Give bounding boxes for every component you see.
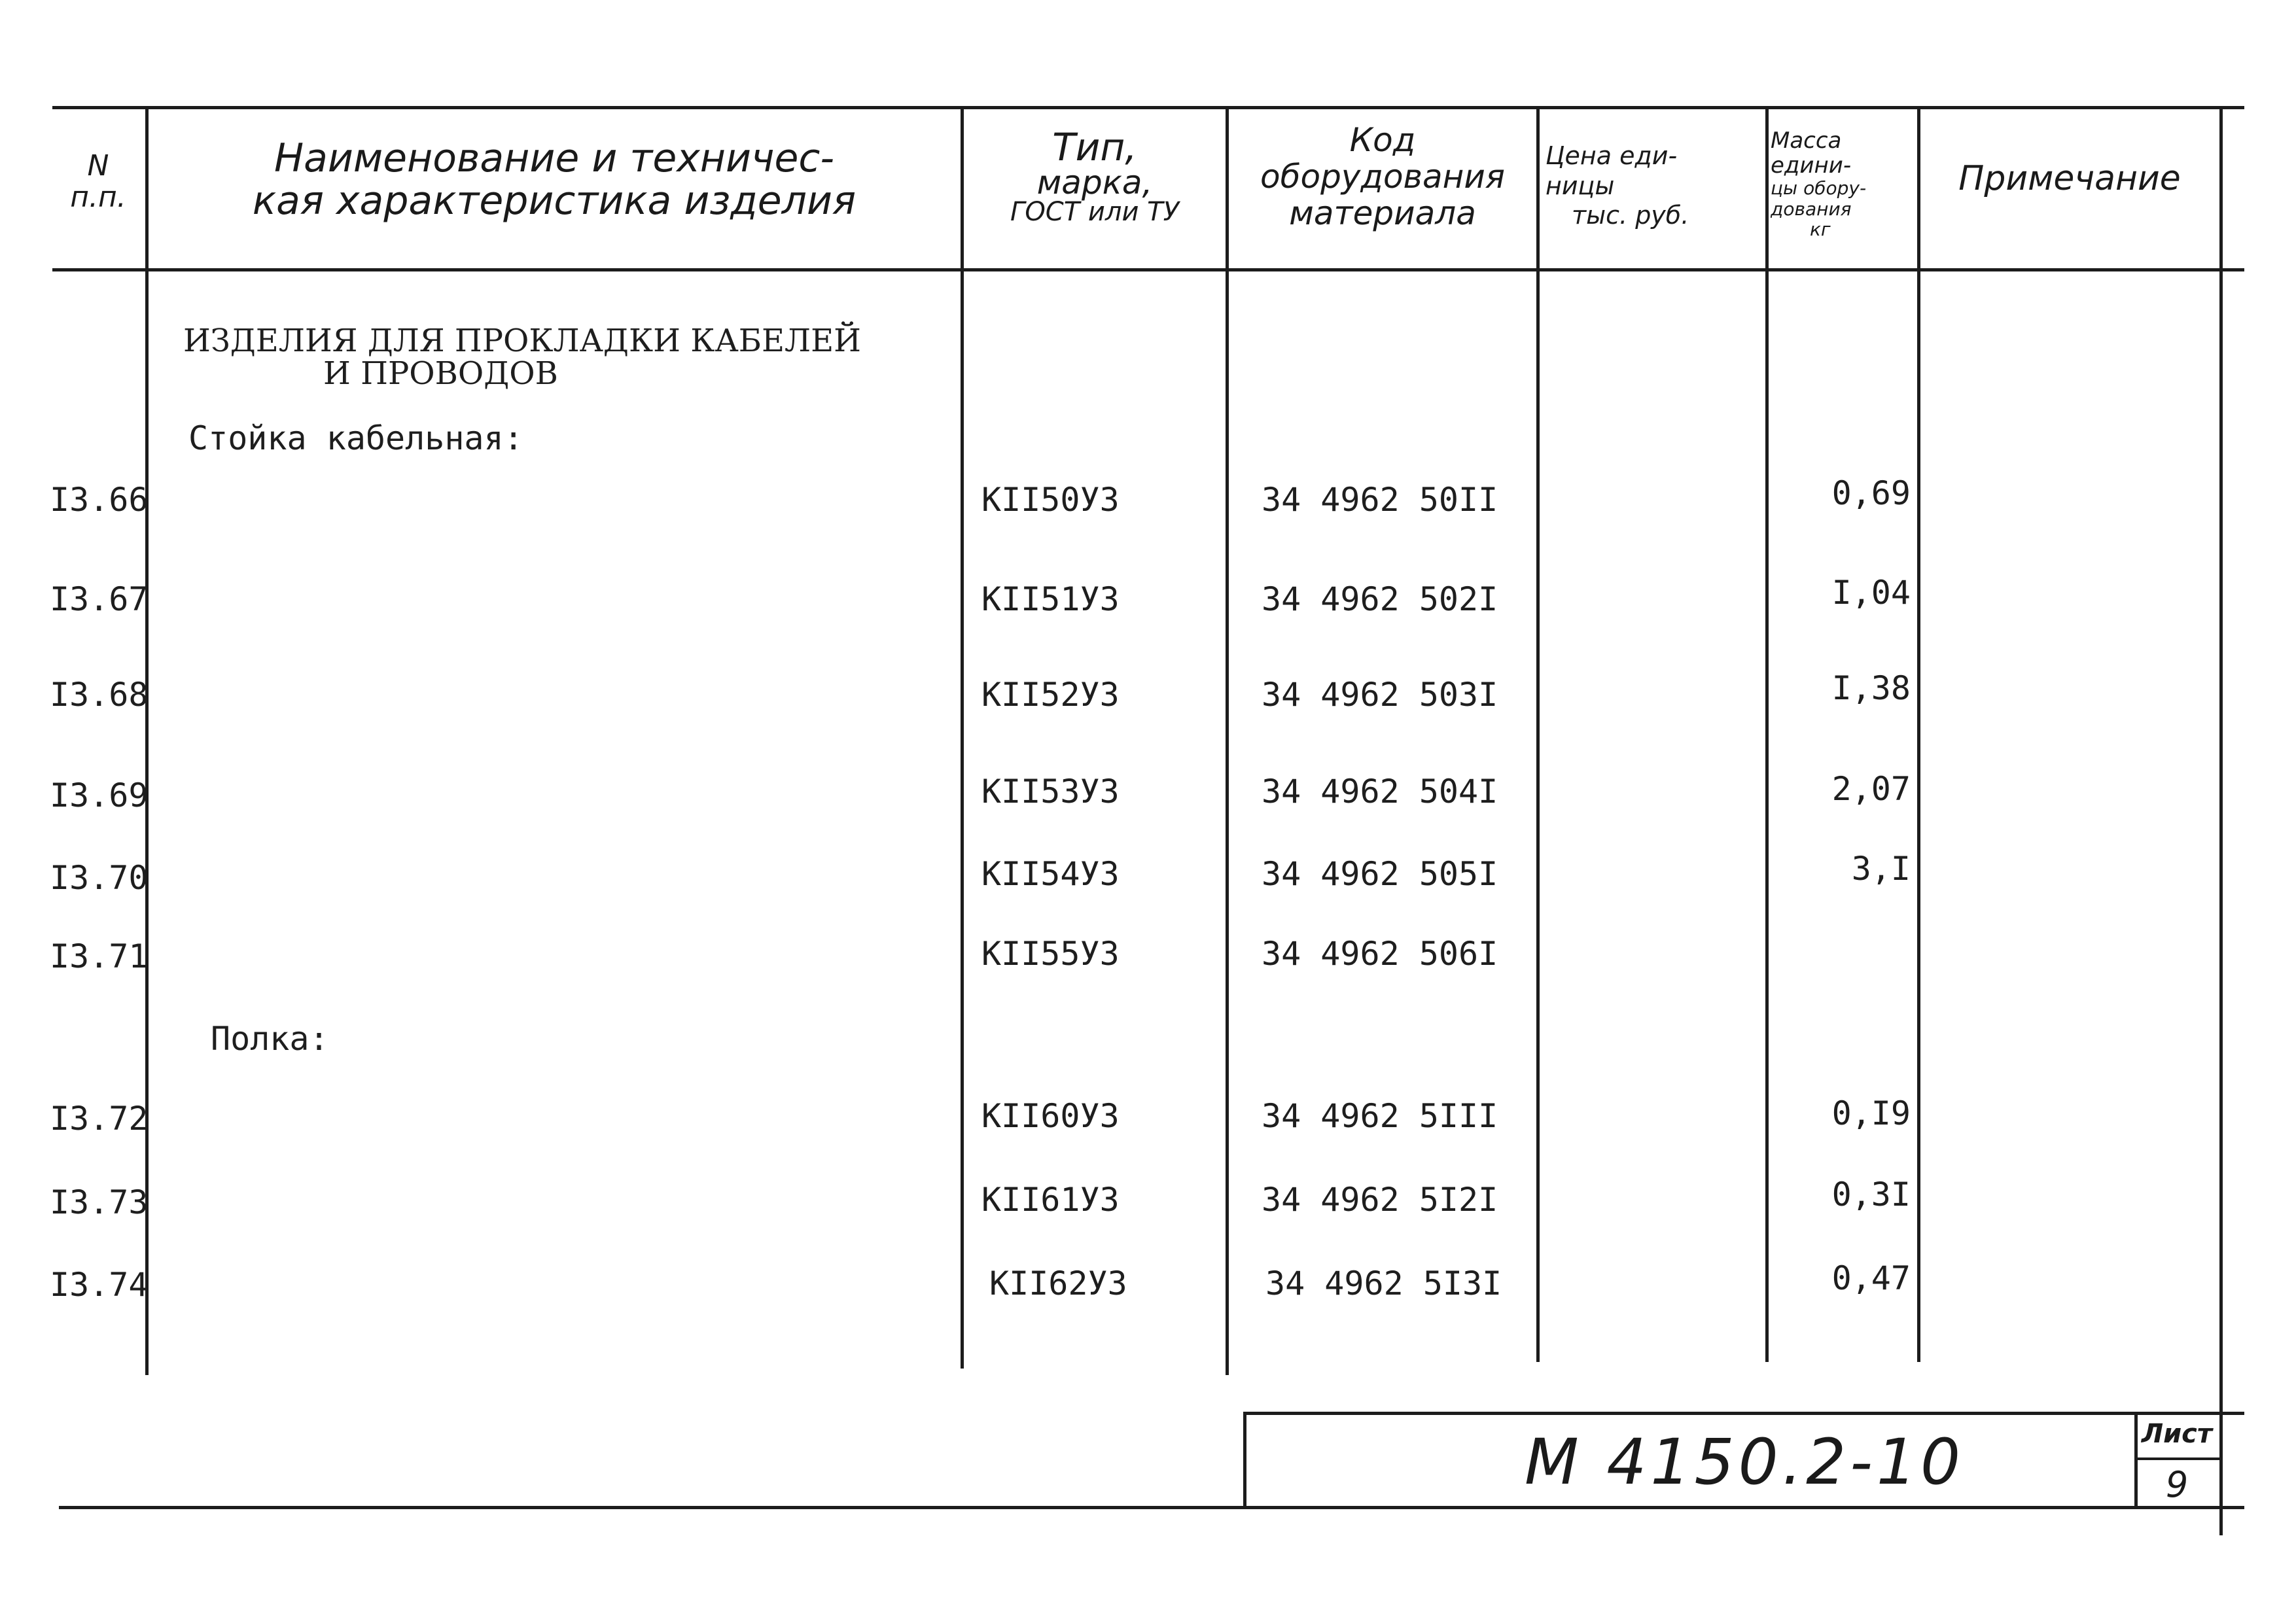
- row-number: I3.72: [50, 1100, 149, 1138]
- sheet-cell-left-border: [2134, 1412, 2138, 1509]
- document-number: М 4150.2-10: [1525, 1425, 1965, 1499]
- row-type: КII61УЗ: [981, 1181, 1120, 1219]
- table-right-border: [2219, 106, 2223, 1535]
- row-code: 34 4962 50II: [1262, 481, 1498, 519]
- row-type: КII62УЗ: [989, 1265, 1127, 1302]
- row-code: 34 4962 505I: [1262, 855, 1498, 893]
- row-mass: 3,I: [1851, 850, 1911, 888]
- row-mass: [1786, 934, 1911, 973]
- header-price: [1540, 141, 1769, 231]
- table-top-border: [52, 106, 2244, 109]
- header-code-line: оборудования: [1260, 158, 1505, 196]
- row-type: КII55УЗ: [981, 935, 1120, 973]
- row-mass: 0,I9: [1831, 1094, 1911, 1132]
- row-code: 34 4962 5I3I: [1265, 1265, 1502, 1302]
- header-price-line: ницы: [1545, 171, 1615, 200]
- header-mass: [1771, 128, 1916, 239]
- title-block-top-border: [1243, 1412, 2244, 1415]
- header-mass-line: дования: [1771, 198, 1852, 220]
- header-code-line: Код: [1349, 122, 1416, 159]
- header-name-line: Наименование и техничес-: [274, 137, 834, 181]
- header-mass-line: цы обору-: [1771, 177, 1867, 200]
- row-type: КII51УЗ: [981, 580, 1120, 618]
- sheet-number: 9: [2165, 1464, 2189, 1505]
- name-col-right-border: [961, 106, 964, 1369]
- header-mass-line: Масса: [1771, 128, 1842, 154]
- row-number: I3.68: [50, 676, 149, 714]
- section-title-line: И ПРОВОДОВ: [323, 355, 558, 392]
- title-block-left-border: [1243, 1412, 1246, 1509]
- sheet-cell-divider: [2134, 1457, 2219, 1460]
- row-number: I3.67: [50, 580, 149, 618]
- row-code: 34 4962 5III: [1262, 1097, 1498, 1135]
- header-mass-line: кг: [1810, 218, 1831, 240]
- header-price-line: тыс. руб.: [1572, 201, 1689, 230]
- row-number: I3.74: [50, 1266, 149, 1304]
- row-code: 34 4962 503I: [1262, 676, 1498, 714]
- group-label-rack: Стойка кабельная:: [188, 419, 523, 457]
- row-number: I3.71: [50, 937, 149, 975]
- row-type: КII50УЗ: [981, 481, 1120, 519]
- header-type-line: ГОСТ или ТУ: [1010, 197, 1179, 225]
- header-num: [52, 150, 144, 213]
- row-mass: 0,3I: [1831, 1176, 1911, 1213]
- sheet-label: Лист: [2141, 1419, 2213, 1449]
- row-code: 34 4962 504I: [1262, 773, 1498, 811]
- header-note-line: Примечание: [1958, 160, 2181, 198]
- row-type: КII54УЗ: [981, 855, 1120, 893]
- header-num-line: п.п.: [70, 180, 126, 213]
- section-title-line: ИЗДЕЛИЯ ДЛЯ ПРОКЛАДКИ КАБЕЛЕЙ: [183, 323, 861, 359]
- page-bottom-border: [59, 1506, 2244, 1509]
- row-mass: 0,69: [1831, 474, 1911, 512]
- code-col-right-border: [1536, 106, 1540, 1362]
- row-type: КII60УЗ: [981, 1097, 1120, 1135]
- row-number: I3.73: [50, 1183, 149, 1221]
- price-col-right-border: [1765, 106, 1769, 1362]
- header-bottom-border: [52, 268, 2244, 271]
- row-number: I3.66: [50, 481, 149, 519]
- header-type: [964, 128, 1225, 225]
- row-mass: 0,47: [1831, 1259, 1911, 1297]
- row-mass: I,38: [1831, 669, 1911, 707]
- header-type-line: марка,: [1036, 164, 1153, 201]
- header-note: [1921, 160, 2218, 197]
- row-mass: 2,07: [1831, 770, 1911, 808]
- row-mass: I,04: [1831, 574, 1911, 612]
- header-code-line: материала: [1289, 194, 1476, 232]
- header-num-line: N: [87, 150, 109, 183]
- row-code: 34 4962 502I: [1262, 580, 1498, 618]
- type-col-right-border: [1226, 106, 1229, 1375]
- row-code: 34 4962 5I2I: [1262, 1181, 1498, 1219]
- mass-col-right-border: [1917, 106, 1920, 1362]
- header-price-line: Цена еди-: [1545, 141, 1678, 170]
- row-number: I3.70: [50, 859, 149, 897]
- row-type: КII53УЗ: [981, 773, 1120, 811]
- header-type-line: Тип,: [1052, 128, 1137, 169]
- row-type: КII52УЗ: [981, 676, 1120, 714]
- header-mass-line: едини-: [1771, 152, 1852, 179]
- row-number: I3.69: [50, 777, 149, 814]
- header-code: [1229, 122, 1536, 232]
- group-label-shelf: Полка:: [211, 1020, 329, 1058]
- header-name: [149, 137, 959, 222]
- header-name-line: кая характеристика изделия: [252, 177, 857, 222]
- row-code: 34 4962 506I: [1262, 935, 1498, 973]
